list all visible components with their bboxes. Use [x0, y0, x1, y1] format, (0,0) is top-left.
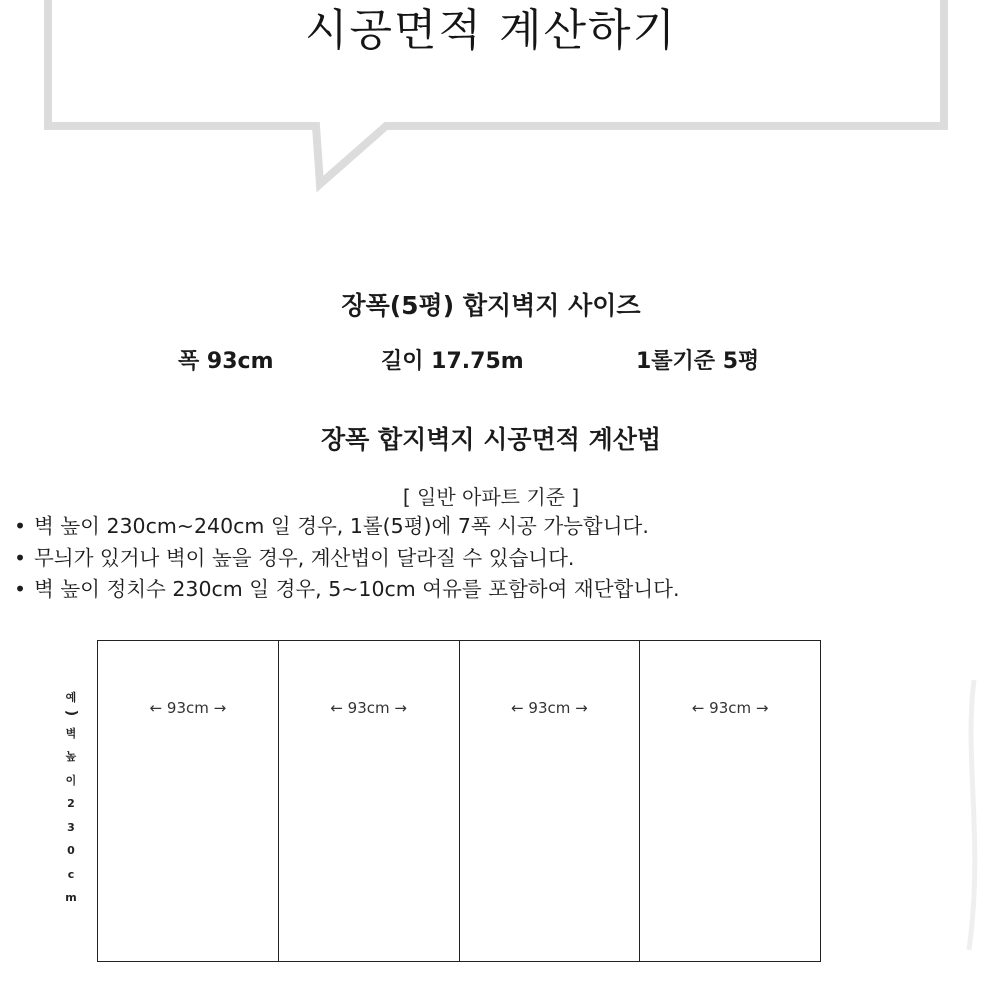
wall-height-char: 0: [67, 844, 75, 857]
bullet-icon: •: [14, 545, 27, 570]
panel-width-label: ← 93cm →: [149, 699, 227, 717]
size-heading: 장폭(5평) 합지벽지 사이즈: [341, 291, 641, 320]
notes-list: [14, 511, 679, 606]
wallpaper-panel: [460, 641, 641, 961]
wallpaper-panel: [279, 641, 460, 961]
speech-bubble-banner: [0, 0, 982, 200]
decorative-edge-shadow: [824, 640, 982, 962]
panel-width-label: ← 93cm →: [511, 699, 588, 717]
panel-width-label: ← 93cm →: [691, 699, 769, 717]
spec-length: 길이 17.75m: [381, 349, 524, 374]
wall-height-char: 3: [67, 820, 75, 834]
wall-height-char: ): [63, 709, 79, 716]
wall-height-char: 벽: [65, 726, 77, 740]
bullet-icon: •: [14, 577, 27, 601]
note-text: 벽 높이 정치수 230cm 일 경우, 5~10cm 여유를 포함하여 재단합니다.: [34, 577, 680, 601]
spec-width: 폭 93cm: [178, 349, 274, 374]
wall-height-char: 높: [65, 750, 77, 763]
note-item: [14, 511, 679, 543]
wall-height-char: m: [65, 891, 77, 904]
wall-height-char: 2: [67, 797, 75, 810]
note-text: 무늬가 있거나 벽이 높을 경우, 계산법이 달라질 수 있습니다.: [34, 545, 575, 570]
calc-heading: 장폭 합지벽지 시공면적 계산법: [320, 425, 662, 454]
wallpaper-panel: [640, 641, 820, 961]
wallpaper-panels-diagram: [97, 640, 821, 962]
spec-coverage: 1롤기준 5평: [636, 349, 760, 374]
standard-label: [ 일반 아파트 기준 ]: [402, 485, 580, 509]
bullet-icon: •: [14, 514, 27, 538]
note-item: [14, 574, 679, 606]
wall-height-char: c: [67, 867, 75, 881]
wall-height-label: [62, 686, 80, 910]
specs-row: [0, 344, 982, 374]
banner-title: 시공면적 계산하기: [304, 5, 678, 56]
note-text: 벽 높이 230cm~240cm 일 경우, 1롤(5평)에 7폭 시공 가능합니다.: [34, 514, 649, 538]
wallpaper-panel: [98, 641, 279, 961]
note-item: [14, 543, 679, 575]
wall-height-char: 이: [65, 773, 77, 787]
wall-height-char: 예: [65, 691, 77, 704]
panel-width-label: ← 93cm →: [330, 699, 407, 717]
